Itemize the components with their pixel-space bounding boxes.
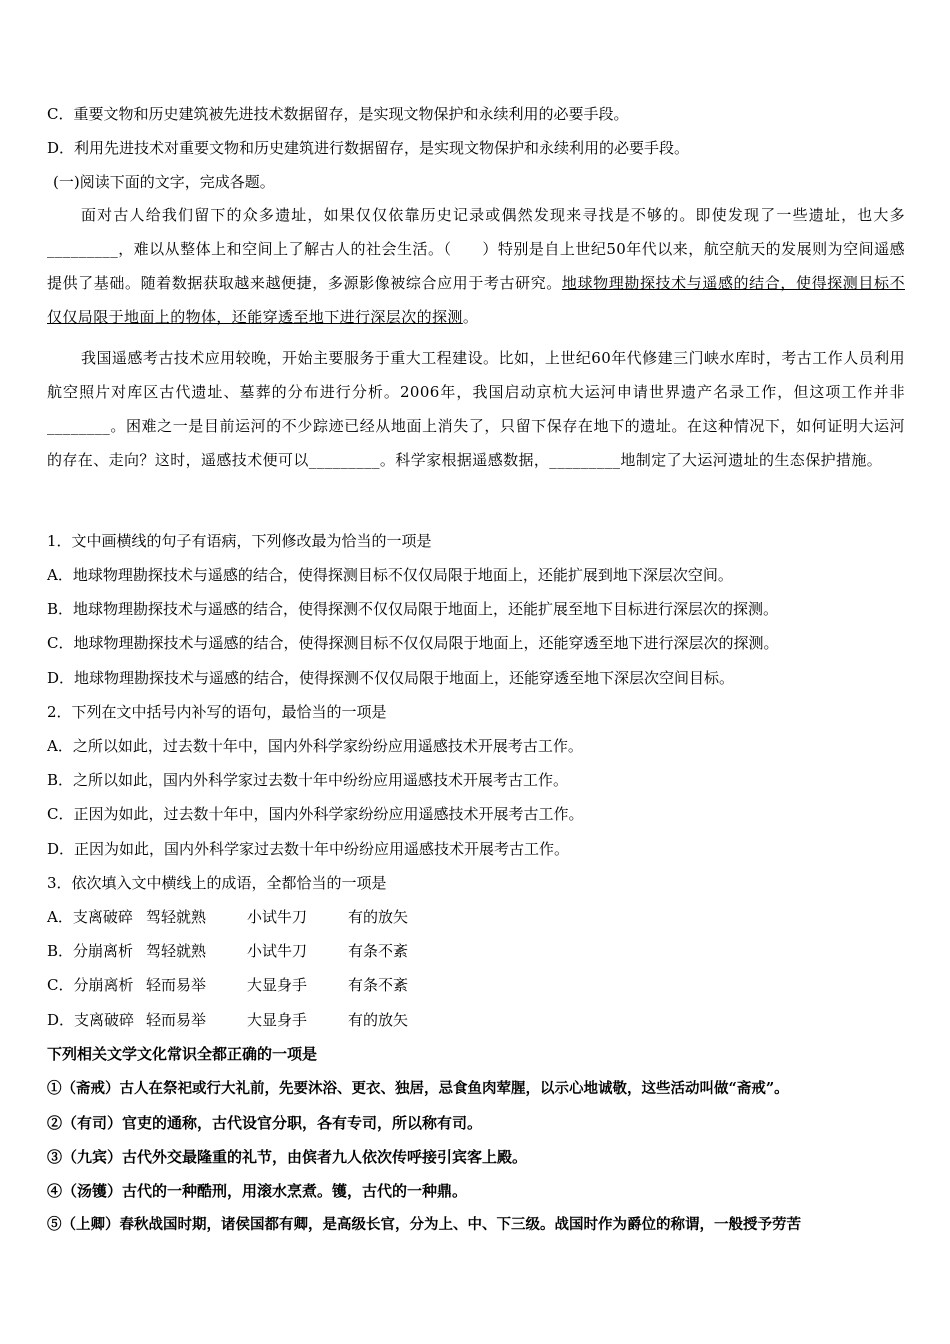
question-2-stem: 2．下列在文中括号内补写的语句，最恰当的一项是 xyxy=(47,703,387,721)
passage-text: 面对古人给我们留下的众多遗址，如果仅仅依靠历史记录或偶然发现来寻找是不够的。即使发现了一些遗址，也大多_________，难以从整体上和空间上了解古人的社会生活。（ ）特别是自上世纪50年代以来，航空航天的发展则为空间遥感提供了基础。随着数据获取越来越便捷，多源影像被综合应用于考古研究。 xyxy=(47,206,905,292)
q2-option-b: B．之所以如此，国内外科学家过去数十年中纷纷应用遥感技术开展考古工作。 xyxy=(47,771,569,789)
idiom-cell: 驾轻就熟 xyxy=(146,942,207,960)
q1-option-d: D．地球物理勘探技术与遥感的结合，使得探测不仅仅局限于地面上，还能穿透至地下深层次空间目标。 xyxy=(47,669,735,687)
section-heading: (一)阅读下面的文字，完成各题。 xyxy=(53,173,275,191)
question-4-stem: 下列相关文学文化常识全都正确的一项是 xyxy=(47,1045,318,1063)
idiom-cell: 有条不紊 xyxy=(348,942,409,960)
idiom-cell: 小试牛刀 xyxy=(247,942,308,960)
q3-option-d xyxy=(47,1009,408,1031)
idiom-cell: 大显身手 xyxy=(247,1011,308,1029)
q3-option-c xyxy=(47,974,408,996)
idiom-cell: 轻而易举 xyxy=(146,976,207,994)
question-1-stem: 1．文中画横线的句子有语病，下列修改最为恰当的一项是 xyxy=(47,532,432,550)
idiom-cell: B．分崩离析 xyxy=(47,942,134,960)
idiom-cell: 小试牛刀 xyxy=(247,908,308,926)
q4-item-2: ②（有司）官吏的通称，古代设官分职，各有专司，所以称有司。 xyxy=(47,1114,483,1132)
q1-option-a: A．地球物理勘探技术与遥感的结合，使得探测目标不仅仅局限于地面上，还能扩展到地下深层次空间。 xyxy=(47,566,733,584)
passage-paragraph-2: 我国遥感考古技术应用较晚，开始主要服务于重大工程建设。比如，上世纪60年代修建三门峡水库时，考古工作人员利用航空照片对库区古代遗址、墓葬的分布进行分析。2006年，我国启动京杭大运河申请世界遗产名录工作，但这项工作并非________。困难之一是目前运河的不少踪迹已经从地面上消失了，只留下保存在地下的遗址。在这种情况下，如何证明大运河的存在、走向？这时，遥感技术便可以_________。科学家根据遥感数据，_________地制定了大运河遗址的生态保护措施。 xyxy=(47,349,905,469)
q2-option-a: A．之所以如此，过去数十年中，国内外科学家纷纷应用遥感技术开展考古工作。 xyxy=(47,737,583,755)
idiom-cell: 轻而易举 xyxy=(146,1011,207,1029)
option-c-prev: C．重要文物和历史建筑被先进技术数据留存，是实现文物保护和永续利用的必要手段。 xyxy=(47,105,629,123)
question-3-stem: 3．依次填入文中横线上的成语，全都恰当的一项是 xyxy=(47,874,387,892)
q1-option-c: C．地球物理勘探技术与遥感的结合，使得探测目标不仅仅局限于地面上，还能穿透至地下进行深层次的探测。 xyxy=(47,634,779,652)
q3-option-b xyxy=(47,940,408,962)
idiom-cell: 大显身手 xyxy=(247,976,308,994)
underlined-sentence: 地球物理勘探技术与遥感的结合，使得探测目标不仅仅局限于地面上的物体，还能穿透至地下进行深层次的探测 xyxy=(47,274,905,326)
q4-item-5: ⑤（上卿）春秋战国时期，诸侯国都有卿，是高级长官，分为上、中、下三级。战国时作为爵位的称谓，一般授予劳苦 xyxy=(47,1216,801,1233)
q3-option-a xyxy=(47,906,408,928)
idiom-cell: 有条不紊 xyxy=(348,976,409,994)
idiom-cell: 有的放矢 xyxy=(348,908,409,926)
q1-option-b: B．地球物理勘探技术与遥感的结合，使得探测不仅仅局限于地面上，还能扩展至地下目标进行深层次的探测。 xyxy=(47,600,779,618)
option-d-prev: D．利用先进技术对重要文物和历史建筑进行数据留存，是实现文物保护和永续利用的必要手段。 xyxy=(47,139,690,157)
idiom-cell: C．分崩离析 xyxy=(47,976,134,994)
q4-item-3: ③（九宾）古代外交最隆重的礼节，由傧者九人依次传呼接引宾客上殿。 xyxy=(47,1148,528,1166)
q4-item-4: ④（汤镬）古代的一种酷刑，用滚水烹煮。镬，古代的一种鼎。 xyxy=(47,1182,468,1200)
idiom-cell: 有的放矢 xyxy=(348,1011,409,1029)
idiom-cell: A．支离破碎 xyxy=(47,908,133,926)
passage-paragraph-1 xyxy=(47,198,905,334)
q2-option-d: D．正因为如此，国内外科学家过去数十年中纷纷应用遥感技术开展考古工作。 xyxy=(47,840,570,858)
idiom-cell: D．支离破碎 xyxy=(47,1011,135,1029)
passage-text: 。 xyxy=(462,308,479,326)
q2-option-c: C．正因为如此，过去数十年中，国内外科学家纷纷应用遥感技术开展考古工作。 xyxy=(47,805,584,823)
q4-item-1: ①（斋戒）古人在祭祀或行大礼前，先要沐浴、更衣、独居，忌食鱼肉荤腥，以示心地诚敬，这些活动叫做“斋戒”。 xyxy=(47,1080,789,1097)
idiom-cell: 驾轻就熟 xyxy=(146,908,207,926)
